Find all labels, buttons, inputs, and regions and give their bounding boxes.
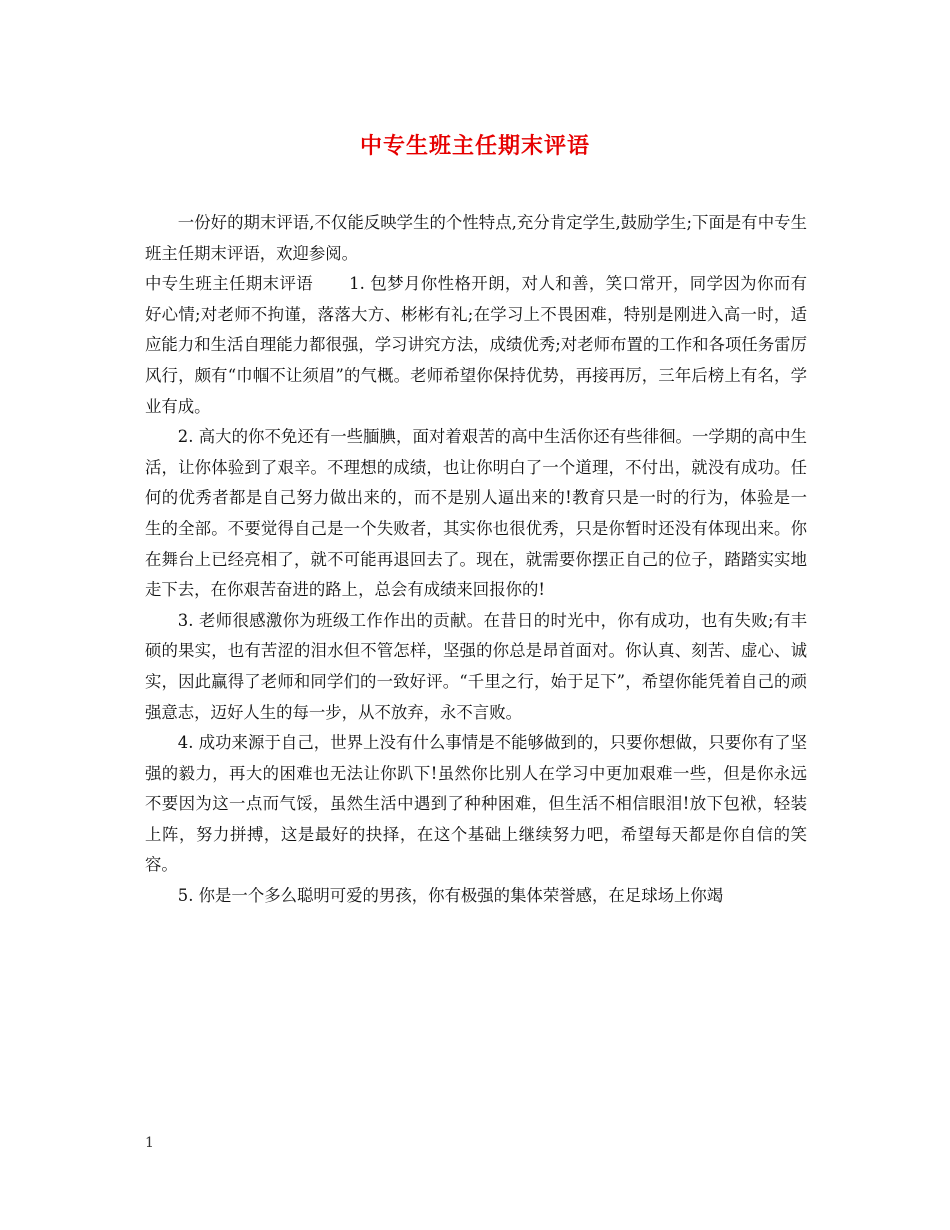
document-body — [145, 208, 807, 912]
comment-paragraph-4: 4. 成功来源于自己，世界上没有什么事情是不能够做到的，只要你想做，只要你有了坚强的毅力，再大的困难也无法让你趴下!虽然你比别人在学习中更加艰难一些，但是你永远不要因为这一点而气馁，虽然生活中遇到了种种困难，但生活不相信眼泪!放下包袱，轻装上阵，努力拼搏，这是最好的抉择，在这个基础上继续努力吧，希望每天都是你自信的笑容。 — [145, 733, 807, 875]
section-label: 中专生班主任期末评语 — [145, 274, 314, 294]
comment-paragraph-3: 3. 老师很感激你为班级工作作出的贡献。在昔日的时光中，你有成功，也有失败;有丰硕的果实，也有苦涩的泪水但不管怎样，坚强的你总是昂首面对。你认真、刻苦、虚心、诚实，因此赢得了老师和同学们的一致好评。“千里之行，始于足下”，希望你能凭着自己的顽强意志，迈好人生的每一步，从不放弃，永不言败。 — [145, 610, 807, 722]
document-title: 中专生班主任期末评语 — [359, 133, 590, 159]
comment-paragraph-2: 2. 高大的你不免还有一些腼腆，面对着艰苦的高中生活你还有些徘徊。一学期的高中生活，让你体验到了艰辛。不理想的成绩，也让你明白了一个道理，不付出，就没有成功。任何的优秀者都是自己努力做出来的，而不是别人逼出来的!教育只是一时的行为，体验是一生的全部。不要觉得自己是一个失败者，其实你也很优秀，只是你暂时还没有体现出来。你在舞台上已经亮相了，就不可能再退回去了。现在，就需要你摆正自己的位子，踏踏实实地走下去，在你艰苦奋进的路上，总会有成绩来回报你的! — [145, 427, 807, 600]
comment-paragraph-1 — [145, 269, 807, 422]
comment-paragraph-5: 5. 你是一个多么聪明可爱的男孩，你有极强的集体荣誉感，在足球场上你竭 — [177, 886, 724, 906]
intro-paragraph: 一份好的期末评语,不仅能反映学生的个性特点,充分肯定学生,鼓励学生;下面是有中专生班主任期末评语，欢迎参阅。 — [145, 213, 807, 263]
comment-text-1: 1. 包梦月你性格开朗，对人和善，笑口常开，同学因为你而有好心情;对老师不拘谨，落落大方、彬彬有礼;在学习上不畏困难，特别是刚进入高一时，适应能力和生活自理能力都很强，学习讲究方法，成绩优秀;对老师布置的工作和各项任务雷厉风行，颇有“巾帼不让须眉”的气概。老师希望你保持优势，再接再厉，三年后榜上有名，学业有成。 — [145, 274, 807, 416]
page-number: 1 — [145, 1135, 154, 1151]
